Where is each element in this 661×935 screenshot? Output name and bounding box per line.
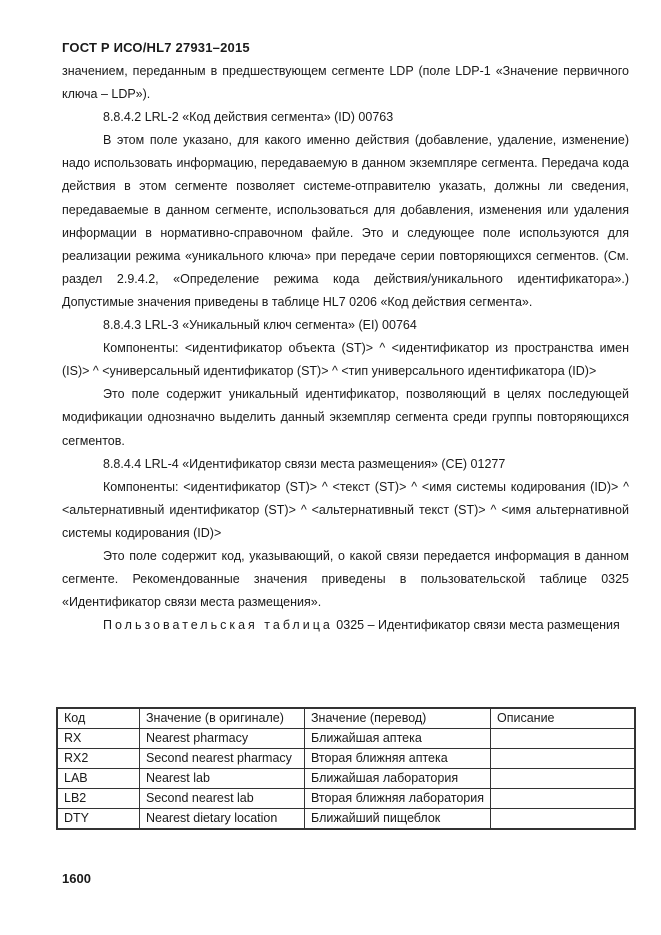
cell-description xyxy=(491,789,636,809)
cell-code: RX2 xyxy=(57,749,140,769)
cell-translation: Ближайший пищеблок xyxy=(305,809,491,830)
cell-translation: Ближайшая лаборатория xyxy=(305,769,491,789)
paragraph: Компоненты: <идентификатор объекта (ST)> ^ <идентификатор из пространства имен (IS)> ^ <универсальный идентификатор (ST)> ^ <тип универсального идентификатора (ID)> xyxy=(62,341,629,379)
table-header-row xyxy=(57,708,635,729)
paragraph: Это поле содержит уникальный идентификатор, позволяющий в целях последующей модификации однозначно выделить данный экземпляр сегмента среди группы повторяющихся сегментов. xyxy=(62,387,629,448)
table-caption-label: Пользовательская таблица xyxy=(103,618,333,633)
cell-code: DTY xyxy=(57,809,140,830)
user-table-0325 xyxy=(56,707,636,830)
column-header-description: Описание xyxy=(491,708,636,729)
table-caption-title: 0325 – Идентификатор связи места размещения xyxy=(332,618,620,633)
cell-description xyxy=(491,729,636,749)
cell-description xyxy=(491,749,636,769)
cell-code: RX xyxy=(57,729,140,749)
paragraph: В этом поле указано, для какого именно действия (добавление, удаление, изменение) надо использовать информацию, передаваемую в данном экземпляре сегмента. Передача кода действия в этом сегменте позволяет системе-отправителю указать, должны ли сведения, передаваемые в данном сегменте, использоваться для добавления, изменения или удаления информации в нормативно-справочном файле. Это и следующее поле используются для реализации режима «уникального ключа» при передаче серии повторяющихся сегментов. (См. раздел 2.9.4.2, «Определение режима кода действия/уникального идентификатора».) Допустимые значения приведены в таблице HL7 0206 «Код действия сегмента». xyxy=(62,133,629,309)
column-header-code: Код xyxy=(57,708,140,729)
cell-original: Nearest lab xyxy=(140,769,305,789)
cell-original: Nearest pharmacy xyxy=(140,729,305,749)
column-header-original-value: Значение (в оригинале) xyxy=(140,708,305,729)
document-header: ГОСТ Р ИСО/HL7 27931–2015 xyxy=(62,40,250,55)
table-row xyxy=(57,729,635,749)
section-heading: 8.8.4.4 LRL-4 «Идентификатор связи места размещения» (CE) 01277 xyxy=(103,456,506,471)
column-header-translated-value: Значение (перевод) xyxy=(305,708,491,729)
table-row xyxy=(57,809,635,830)
cell-translation: Ближайшая аптека xyxy=(305,729,491,749)
table-row xyxy=(57,769,635,789)
body-text xyxy=(62,60,629,637)
paragraph: Это поле содержит код, указывающий, о какой связи передается информация в данном сегменте. Рекомендованные значения приведены в пользовательской таблице 0325 «Идентификатор связи места размещения». xyxy=(62,548,629,610)
cell-original: Second nearest lab xyxy=(140,789,305,809)
section-heading: 8.8.4.2 LRL-2 «Код действия сегмента» (ID) 00763 xyxy=(103,110,394,125)
page-number: 1600 xyxy=(62,871,91,886)
cell-translation: Вторая ближняя аптека xyxy=(305,749,491,769)
cell-description xyxy=(491,769,636,789)
cell-description xyxy=(491,809,636,830)
cell-original: Nearest dietary location xyxy=(140,809,305,830)
paragraph: значением, переданным в предшествующем сегменте LDP (поле LDP-1 «Значение первичного ключа – LDP»). xyxy=(62,64,629,102)
cell-original: Second nearest pharmacy xyxy=(140,749,305,769)
section-heading: 8.8.4.3 LRL-3 «Уникальный ключ сегмента» (EI) 00764 xyxy=(103,318,417,333)
paragraph: Компоненты: <идентификатор (ST)> ^ <текст (ST)> ^ <имя системы кодирования (ID)> ^ <альтернативный идентификатор (ST)> ^ <альтернативный текст (ST)> ^ <имя альтернативной системы кодирования (ID)> xyxy=(62,479,629,540)
table-caption xyxy=(62,614,629,637)
cell-code: LAB xyxy=(57,769,140,789)
cell-code: LB2 xyxy=(57,789,140,809)
table-row xyxy=(57,749,635,769)
table-row xyxy=(57,789,635,809)
cell-translation: Вторая ближняя лаборатория xyxy=(305,789,491,809)
